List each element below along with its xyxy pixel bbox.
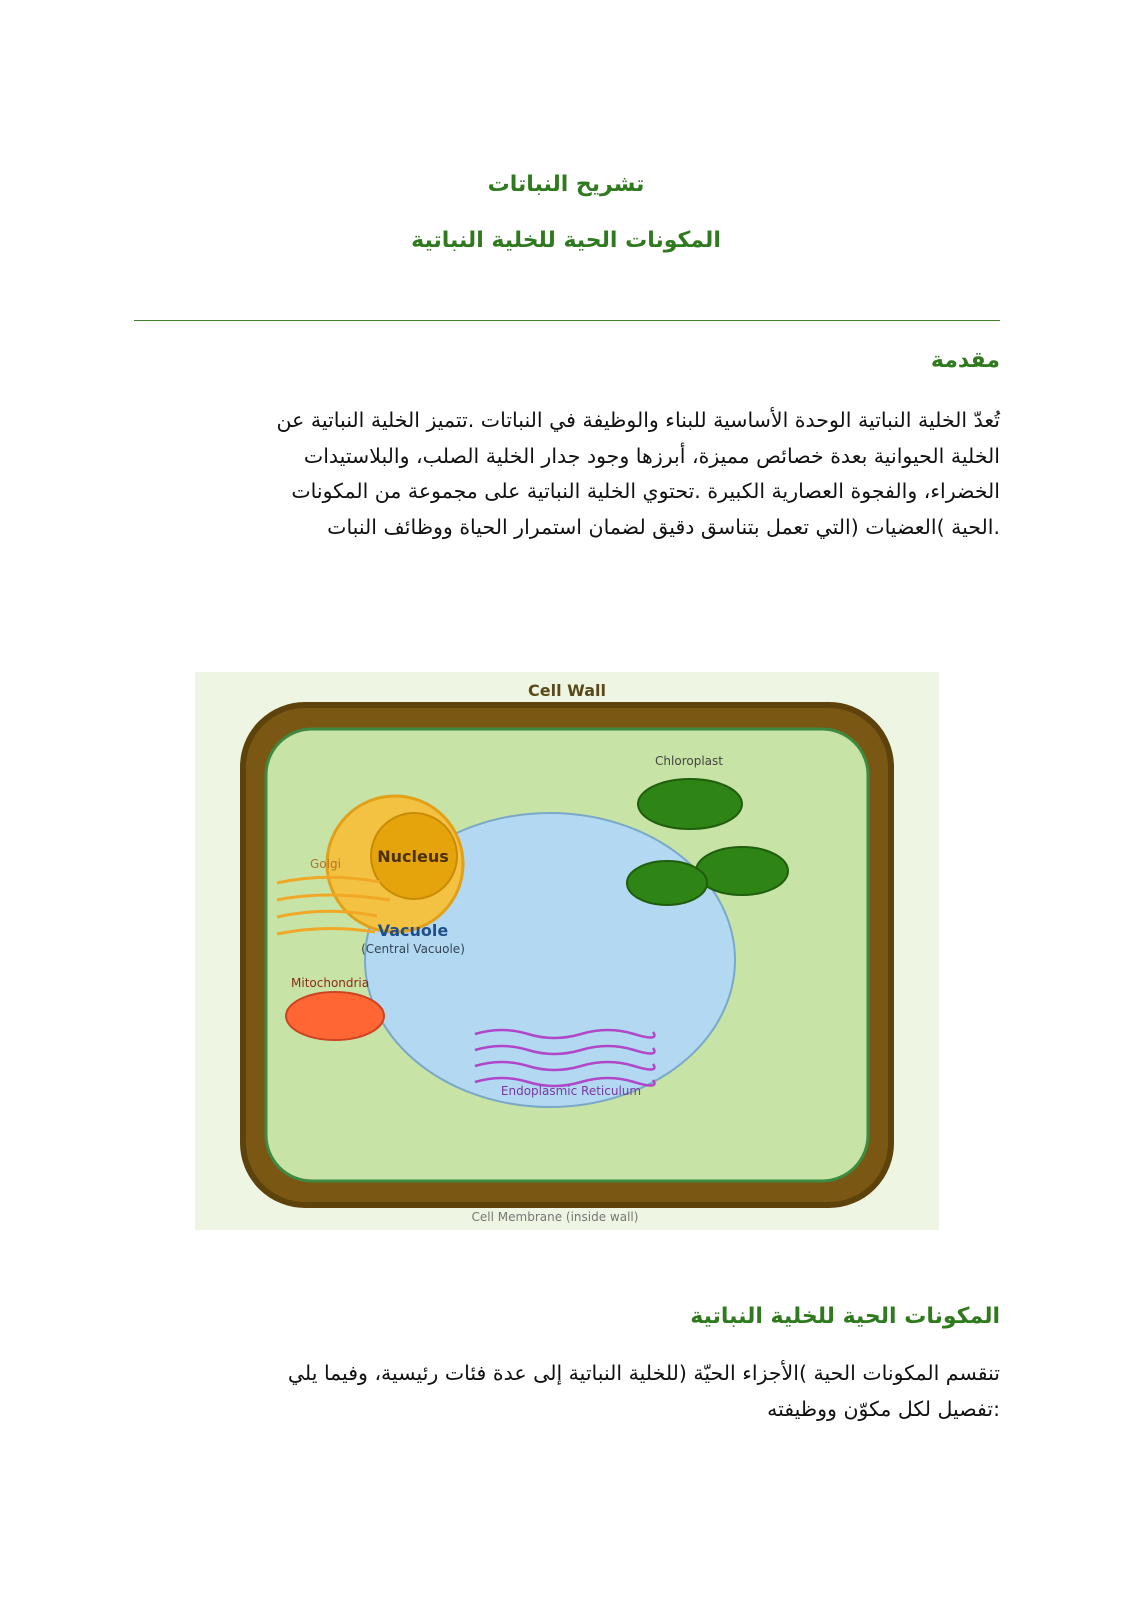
- document-title: تشريح النباتات: [487, 172, 645, 197]
- components-line: :تفصيل لكل مكوّن ووظيفته: [767, 1396, 1000, 1421]
- vacuole-label: Vacuole: [377, 921, 449, 940]
- intro-paragraph: [170, 403, 1000, 545]
- chloroplast: [696, 847, 788, 895]
- intro-heading: مقدمة: [930, 348, 1000, 373]
- chloroplast-label: Chloroplast: [655, 754, 723, 768]
- mitochondrion: [286, 992, 384, 1040]
- nucleus-label: Nucleus: [377, 847, 449, 866]
- intro-line: الخلية الحيوانية بعدة خصائص مميزة، أبرزها وجود جدار الخلية الصلب، والبلاستيدات: [303, 443, 1000, 468]
- er-label: Endoplasmic Reticulum: [500, 1084, 642, 1098]
- mitochondria-label: Mitochondria: [291, 976, 370, 990]
- chloroplast: [627, 861, 707, 905]
- components-paragraph: [170, 1356, 1000, 1427]
- golgi-label: Golgi: [310, 857, 341, 871]
- cell-wall-label: Cell Wall: [528, 681, 606, 700]
- chloroplast: [638, 779, 742, 829]
- section-divider: [134, 320, 1000, 321]
- components-line: تنقسم المكونات الحية )الأجزاء الحيّة (للخلية النباتية إلى عدة فئات رئيسية، وفيما يلي: [287, 1361, 1000, 1385]
- vacuole-sublabel: (Central Vacuole): [361, 942, 465, 956]
- intro-line: .الحية )العضيات (التي تعمل بتناسق دقيق لضمان استمرار الحياة ووظائف النبات: [327, 514, 1000, 539]
- intro-line: الخضراء، والفجوة العصارية الكبيرة .تحتوي الخلية النباتية على مجموعة من المكونات: [291, 479, 1000, 503]
- intro-line: تُعدّ الخلية النباتية الوحدة الأساسية للبناء والوظيفة في النباتات .تتميز الخلية النباتية عن: [276, 408, 1000, 432]
- plant-cell-diagram: [195, 672, 939, 1230]
- components-heading: المكونات الحية للخلية النباتية: [690, 1304, 1000, 1329]
- document-subtitle: المكونات الحية للخلية النباتية: [411, 228, 721, 253]
- membrane-label: Cell Membrane (inside wall): [471, 1210, 639, 1224]
